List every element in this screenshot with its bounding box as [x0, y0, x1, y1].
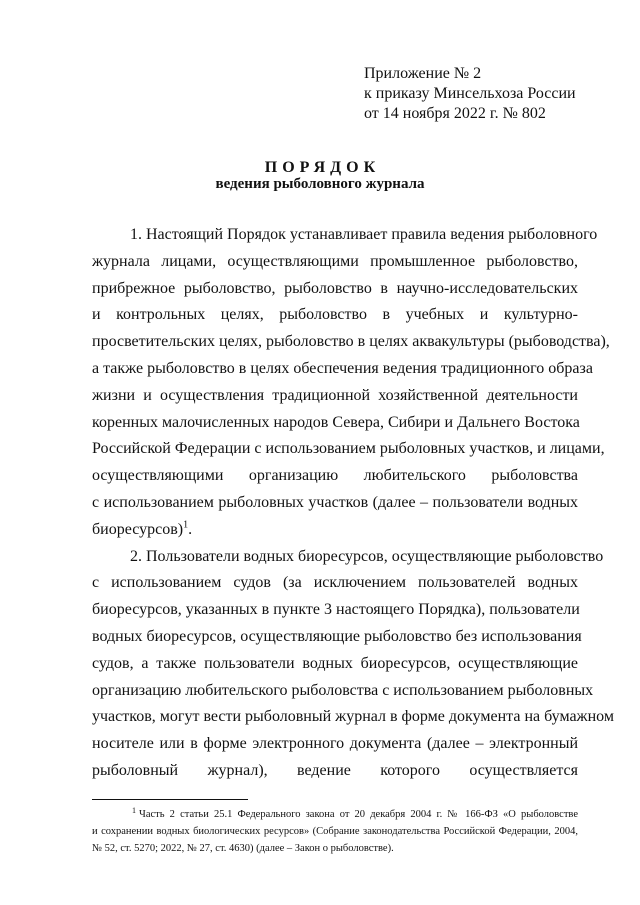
text-line: осуществляющими организацию любительского рыболовства [92, 467, 578, 485]
text-line: участков, могут вести рыболовный журнал в форме документа на бумажном [92, 708, 614, 726]
text-line: судов, а также пользователи водных биоресурсов, осуществляющие [92, 654, 578, 672]
paragraph-1 [92, 222, 610, 544]
footnote [92, 806, 578, 857]
text-line: Российской Федерации с использованием рыболовных участков, и лицами, [92, 440, 605, 458]
footnote-divider [92, 799, 248, 800]
text-fragment: биоресурсов) [92, 520, 184, 538]
text-line [92, 517, 578, 544]
document-body [92, 222, 614, 785]
footnote-reference: 1 [183, 519, 189, 531]
text-line: журнала лицами, осуществляющими промышленное рыболовство, [92, 252, 578, 270]
text-line: 2. Пользователи водных биоресурсов, осуществляющие рыболовство [130, 547, 604, 565]
text-line: и контрольных целях, рыболовство в учебных и культурно- [92, 306, 578, 324]
text-line: жизни и осуществления традиционной хозяйственной деятельности [92, 386, 578, 404]
footnote-line: № 52, ст. 5270; 2022, № 27, ст. 4630) (далее – Закон о рыболовстве). [92, 843, 394, 854]
appendix-number: Приложение № 2 [364, 65, 482, 82]
text-line: прибрежное рыболовство, рыболовство в научно-исследовательских [92, 279, 578, 297]
appendix-order-date: от 14 ноября 2022 г. № 802 [364, 105, 546, 122]
text-line: носителе или в форме электронного документа (далее – электронный [92, 735, 578, 753]
text-line: водных биоресурсов, осуществляющие рыболовство без использования [92, 627, 582, 645]
footnote-line: и сохранении водных биологических ресурсов» (Собрание законодательства Российской Федерации, 2004, [92, 826, 578, 837]
text-line: 1. Настоящий Порядок устанавливает правила ведения рыболовного [130, 226, 598, 243]
footnote-mark: 1 [132, 805, 136, 815]
document-subtitle: ведения рыболовного журнала [215, 176, 425, 192]
text-line: с использованием судов (за исключением пользователей водных [92, 574, 578, 592]
text-line: с использованием рыболовных участков (далее – пользователи водных [92, 493, 578, 511]
text-fragment: . [188, 520, 193, 538]
text-line: коренных малочисленных народов Севера, Сибири и Дальнего Востока [92, 413, 580, 431]
text-line: биоресурсов, указанных в пункте 3 настоящего Порядка), пользователи [92, 601, 580, 619]
text-line: а также рыболовство в целях обеспечения ведения традиционного образа [92, 359, 593, 377]
text-line: организацию любительского рыболовства с использованием рыболовных [92, 681, 594, 699]
footnote-text: Часть 2 статьи 25.1 Федерального закона от 20 декабря 2004 г. № 166-ФЗ «О рыболовстве [139, 809, 578, 820]
paragraph-2 [92, 544, 614, 785]
document-title: ПОРЯДОК [264, 159, 381, 176]
footnote-line [92, 806, 578, 823]
appendix-header [364, 64, 576, 124]
text-line: рыболовный журнал), ведение которого осуществляется [92, 761, 578, 779]
text-line: просветительских целях, рыболовство в целях аквакультуры (рыбоводства), [92, 333, 610, 351]
appendix-order-ref: к приказу Минсельхоза России [364, 85, 576, 102]
